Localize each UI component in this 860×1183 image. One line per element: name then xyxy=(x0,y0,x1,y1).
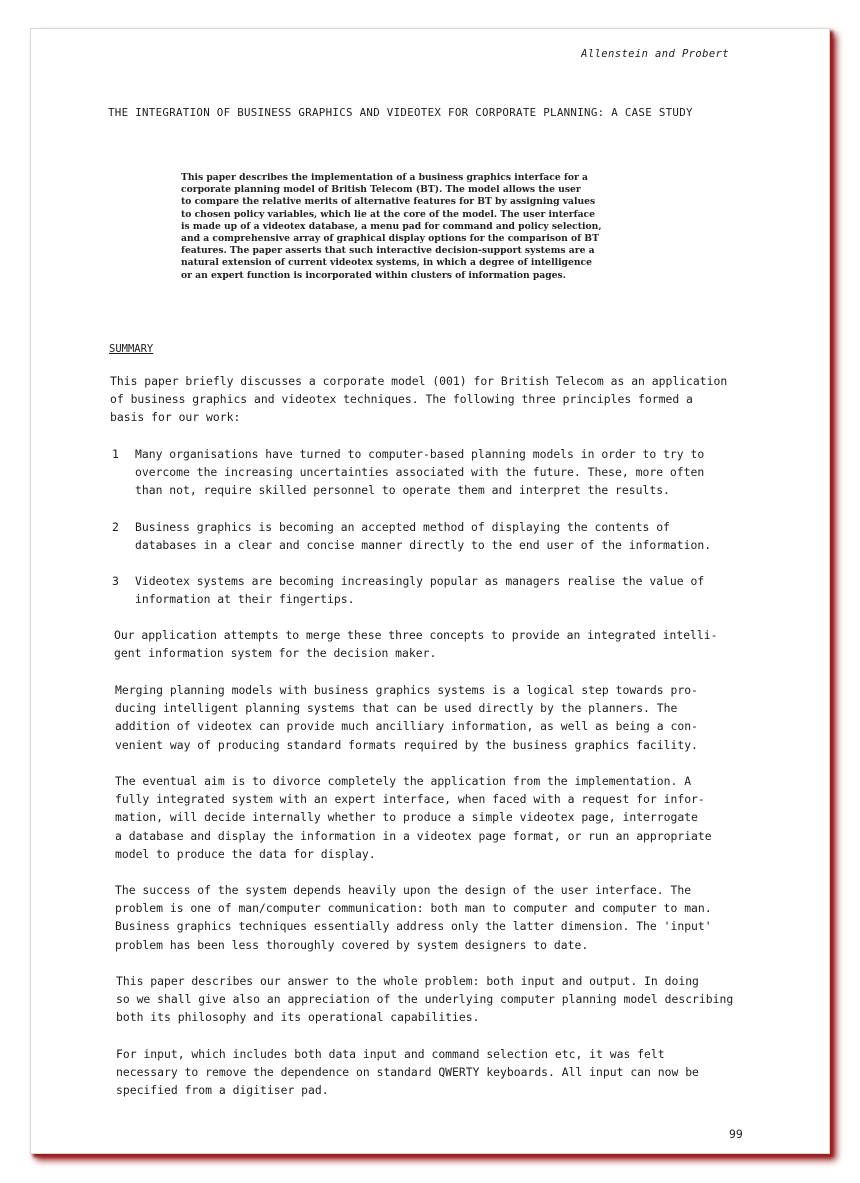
principle-text: Business graphics is becoming an accepted method of displaying the contents of databases in a clear and concise manner directly to the end user of the information. xyxy=(135,520,712,553)
summary-intro-paragraph: This paper briefly discusses a corporate model (001) for British Telecom as an application of business graphics and videotex techniques. The following three principles formed a basis for our work: xyxy=(110,374,728,425)
principle-number: 3 xyxy=(112,574,119,588)
abstract: This paper describes the implementation of a business graphics interface for a corporate planning model of British Telecom (BT). The model allows the user to compare the relative merits of alternative features for BT by assigning values to chosen policy variables, which lie at the core of the model. The user interface is made up of a videotex database, a menu pad for command and policy selection, and a comprehensive array of graphical display options for the comparison of BT features. The paper asserts that such interactive decision-support systems are a natural extension of current videotex systems, in which a degree of intelligence or an expert function is incorporated within clusters of information pages. xyxy=(181,172,602,281)
body-paragraph-3: The eventual aim is to divorce completely the application from the implementation. A fully integrated system with an expert interface, when faced with a request for infor- mation, will decide internally whether to produce a simple videotex page, interrogate a database and display the information in a videotex page format, or run an appropriate model to produce the data for display. xyxy=(115,774,712,861)
principle-number: 2 xyxy=(112,520,119,534)
running-header-authors: Allenstein and Probert xyxy=(581,48,729,60)
body-paragraph-1: Our application attempts to merge these three concepts to provide an integrated intelli- gent information system for the decision maker. xyxy=(114,628,718,661)
principle-text: Videotex systems are becoming increasingly popular as managers realise the value of information at their fingertips. xyxy=(135,574,705,607)
principle-item-2 xyxy=(112,518,711,554)
principle-text: Many organisations have turned to computer-based planning models in order to try to overcome the increasing uncertainties associated with the future. These, more often than not, require skilled personnel to operate them and interpret the results. xyxy=(135,447,705,498)
paper-title: THE INTEGRATION OF BUSINESS GRAPHICS AND VIDEOTEX FOR CORPORATE PLANNING: A CASE STUDY xyxy=(108,106,693,119)
body-paragraph-4: The success of the system depends heavily upon the design of the user interface. The problem is one of man/computer communication: both man to computer and computer to man. Business graphics techniques essentially address only the latter dimension. The 'input' problem has been less thoroughly covered by system designers to date. xyxy=(115,883,712,952)
section-heading-summary: SUMMARY xyxy=(109,343,154,355)
principle-item-1 xyxy=(112,445,704,500)
body-paragraph-6: For input, which includes both data input and command selection etc, it was felt necessary to remove the dependence on standard QWERTY keyboards. All input can now be specified from a digitiser pad. xyxy=(116,1047,699,1098)
body-paragraph-2: Merging planning models with business graphics systems is a logical step towards pro- ducing intelligent planning systems that can be used directly by the planners. The addition of videotex can provide much ancilliary information, as well as being a con- venient way of producing standard formats required by the business graphics facility. xyxy=(115,683,698,752)
principle-number: 1 xyxy=(112,447,119,461)
page-number: 99 xyxy=(729,1127,743,1141)
principle-item-3 xyxy=(112,572,704,608)
paper-page xyxy=(30,28,830,1154)
body-paragraph-5: This paper describes our answer to the whole problem: both input and output. In doing so we shall give also an appreciation of the underlying computer planning model describing both its philosophy and its operational capabilities. xyxy=(116,974,734,1025)
